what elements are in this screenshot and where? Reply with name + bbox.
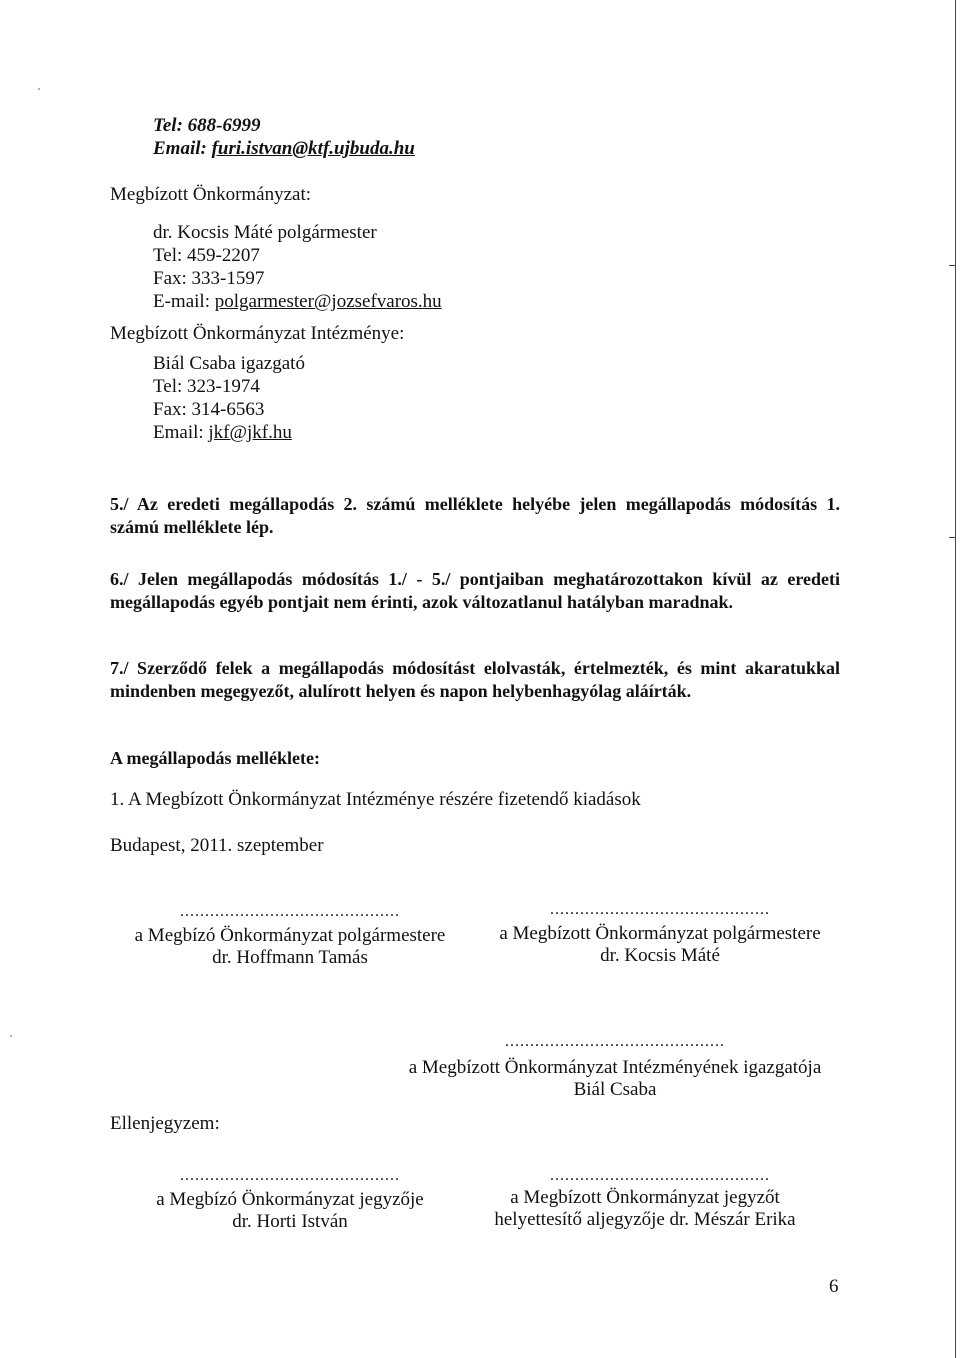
municipality-fax: Fax: 333-1597 [153,268,265,289]
page-number: 6 [829,1276,839,1297]
annex-item-1: 1. A Megbízott Önkormányzat Intézménye részére fizetendő kiadások [110,789,641,810]
signatory-1-name: dr. Hoffmann Tamás [212,947,368,968]
contact-tel: Tel: 688-6999 [153,115,261,136]
signatory-3-role: a Megbízott Önkormányzat Intézményének igazgatója [408,1057,822,1078]
place-date: Budapest, 2011. szeptember [110,835,324,856]
municipality-name: dr. Kocsis Máté polgármester [153,222,377,243]
signatory-2-role: a Megbízott Önkormányzat polgármestere [499,923,821,944]
signature-line-3: ............................................ [505,1033,725,1050]
municipality-email-link[interactable]: polgarmester@jozsefvaros.hu [214,291,442,312]
signatory-5-name: helyettesítő aljegyzője dr. Mészár Erika [494,1209,796,1230]
contact-email-label: Email: [153,138,212,159]
signatory-5-role: a Megbízott Önkormányzat jegyzőt [510,1187,780,1208]
signatory-4-role: a Megbízó Önkormányzat jegyzője [156,1189,424,1210]
contact-email-line [153,138,415,160]
signatory-1-role: a Megbízó Önkormányzat polgármestere [134,925,446,946]
clause-7: 7./ Szerződő felek a megállapodás módosítást elolvasták, értelmezték, és mint akaratukkal mindenben megegyezőt, alulírott helyen és napon helybenhagyólag aláírták. [110,658,840,701]
signature-line-5: ............................................ [550,1167,770,1184]
annex-heading: A megállapodás melléklete: [110,748,320,768]
scan-edge-tick [949,537,956,538]
scan-edge-tick [949,265,956,266]
institution-fax: Fax: 314-6563 [153,399,265,420]
municipality-heading: Megbízott Önkormányzat: [110,184,312,205]
institution-email-link[interactable]: jkf@jkf.hu [208,422,292,443]
contact-email-link[interactable]: furi.istvan@ktf.ujbuda.hu [211,138,415,159]
countersign-label: Ellenjegyzem: [110,1113,220,1134]
institution-tel: Tel: 323-1974 [153,376,260,397]
signatory-3-name: Biál Csaba [573,1079,657,1100]
signatory-4-name: dr. Horti István [232,1211,348,1232]
signature-line-2: ............................................ [550,901,770,918]
signatory-2-name: dr. Kocsis Máté [600,945,720,966]
signature-line-1: ............................................ [180,903,400,920]
signature-line-4: ............................................ [180,1167,400,1184]
municipality-email-label: E-mail: [153,291,215,312]
institution-email-label: Email: [153,422,209,443]
clause-6: 6./ Jelen megállapodás módosítás 1./ - 5./ pontjaiban meghatározottakon kívül az eredeti megállapodás egyéb pontjait nem érinti, azok változatlanul hatályban maradnak. [110,569,840,612]
institution-email-line [153,422,292,444]
municipality-tel: Tel: 459-2207 [153,245,260,266]
scan-speck [38,88,40,90]
scan-edge-line [955,0,956,1358]
scan-speck [10,1035,12,1037]
clause-5: 5./ Az eredeti megállapodás 2. számú melléklete helyébe jelen megállapodás módosítás 1. számú melléklete lép. [110,494,840,537]
institution-name: Biál Csaba igazgató [153,353,305,374]
municipality-email-line [153,291,442,313]
institution-heading: Megbízott Önkormányzat Intézménye: [110,323,405,344]
